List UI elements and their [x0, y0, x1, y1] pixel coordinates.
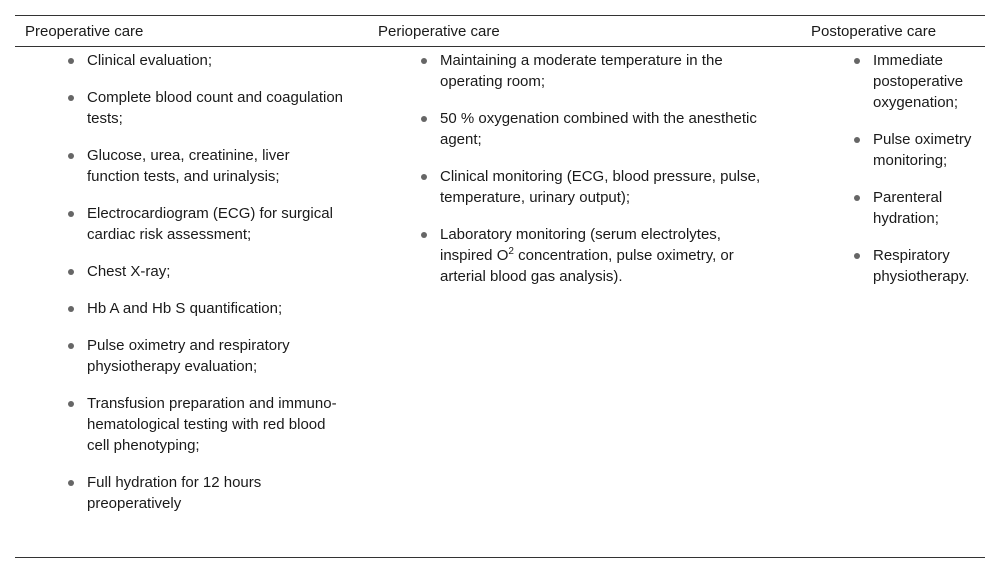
bullet-icon — [421, 116, 427, 122]
lab-monitoring-text: Laboratory monitoring (serum electrolytes, inspired $O^2$ concentration, pulse oximetry, or arterial blood gas analysis). — [440, 226, 734, 285]
bullet-icon — [68, 95, 74, 101]
bullet-icon — [68, 211, 74, 217]
postoperative-list — [851, 50, 976, 287]
bullet-icon — [421, 174, 427, 180]
bullet-icon — [68, 401, 74, 407]
list-item: Clinical monitoring (ECG, blood pressure, pulse, temperature, urinary output); — [418, 166, 768, 208]
list-item: Pulse oximetry monitoring; — [851, 129, 976, 171]
bullet-icon — [68, 269, 74, 275]
bullet-icon — [854, 253, 860, 259]
header-perioperative: Perioperative care — [378, 23, 500, 40]
list-item: 50 % oxygenation combined with the anesthetic agent; — [418, 108, 768, 150]
list-item: Full hydration for 12 hours preoperatively — [65, 472, 345, 514]
preoperative-list — [65, 50, 345, 514]
bullet-icon — [854, 195, 860, 201]
list-item: Hb A and Hb S quantification; — [65, 298, 345, 319]
list-item: Electrocardiogram (ECG) for surgical cardiac risk assessment; — [65, 203, 345, 245]
bullet-icon — [68, 343, 74, 349]
list-item: Maintaining a moderate temperature in the operating room; — [418, 50, 768, 92]
list-item: Chest X-ray; — [65, 261, 345, 282]
list-item: Clinical evaluation; — [65, 50, 345, 71]
list-item: Complete blood count and coagulation tests; — [65, 87, 345, 129]
bullet-icon — [421, 58, 427, 64]
header-postoperative: Postoperative care — [811, 23, 937, 40]
preoperative-column — [65, 50, 345, 530]
bullet-icon — [421, 232, 427, 238]
list-item: Glucose, urea, creatinine, liver function tests, and urinalysis; — [65, 145, 345, 187]
bullet-icon — [68, 58, 74, 64]
bullet-icon — [854, 137, 860, 143]
bullet-icon — [854, 58, 860, 64]
list-item: Respiratory physiotherapy. — [851, 245, 976, 287]
list-item: Pulse oximetry and respiratory physiotherapy evaluation; — [65, 335, 345, 377]
bullet-icon — [68, 306, 74, 312]
list-item: Parenteral hydration; — [851, 187, 976, 229]
list-item: Immediate postoperative oxygenation; — [851, 50, 976, 113]
list-item: Transfusion preparation and immuno-hematological testing with red blood cell phenotyping; — [65, 393, 345, 456]
perioperative-list — [418, 50, 768, 287]
bullet-icon — [68, 480, 74, 486]
bullet-icon — [68, 153, 74, 159]
postoperative-column — [851, 50, 976, 303]
header-preoperative: Preoperative care — [25, 23, 144, 40]
list-item — [418, 224, 768, 287]
table-header-row — [15, 16, 985, 47]
care-table — [15, 15, 985, 558]
perioperative-column — [418, 50, 768, 303]
